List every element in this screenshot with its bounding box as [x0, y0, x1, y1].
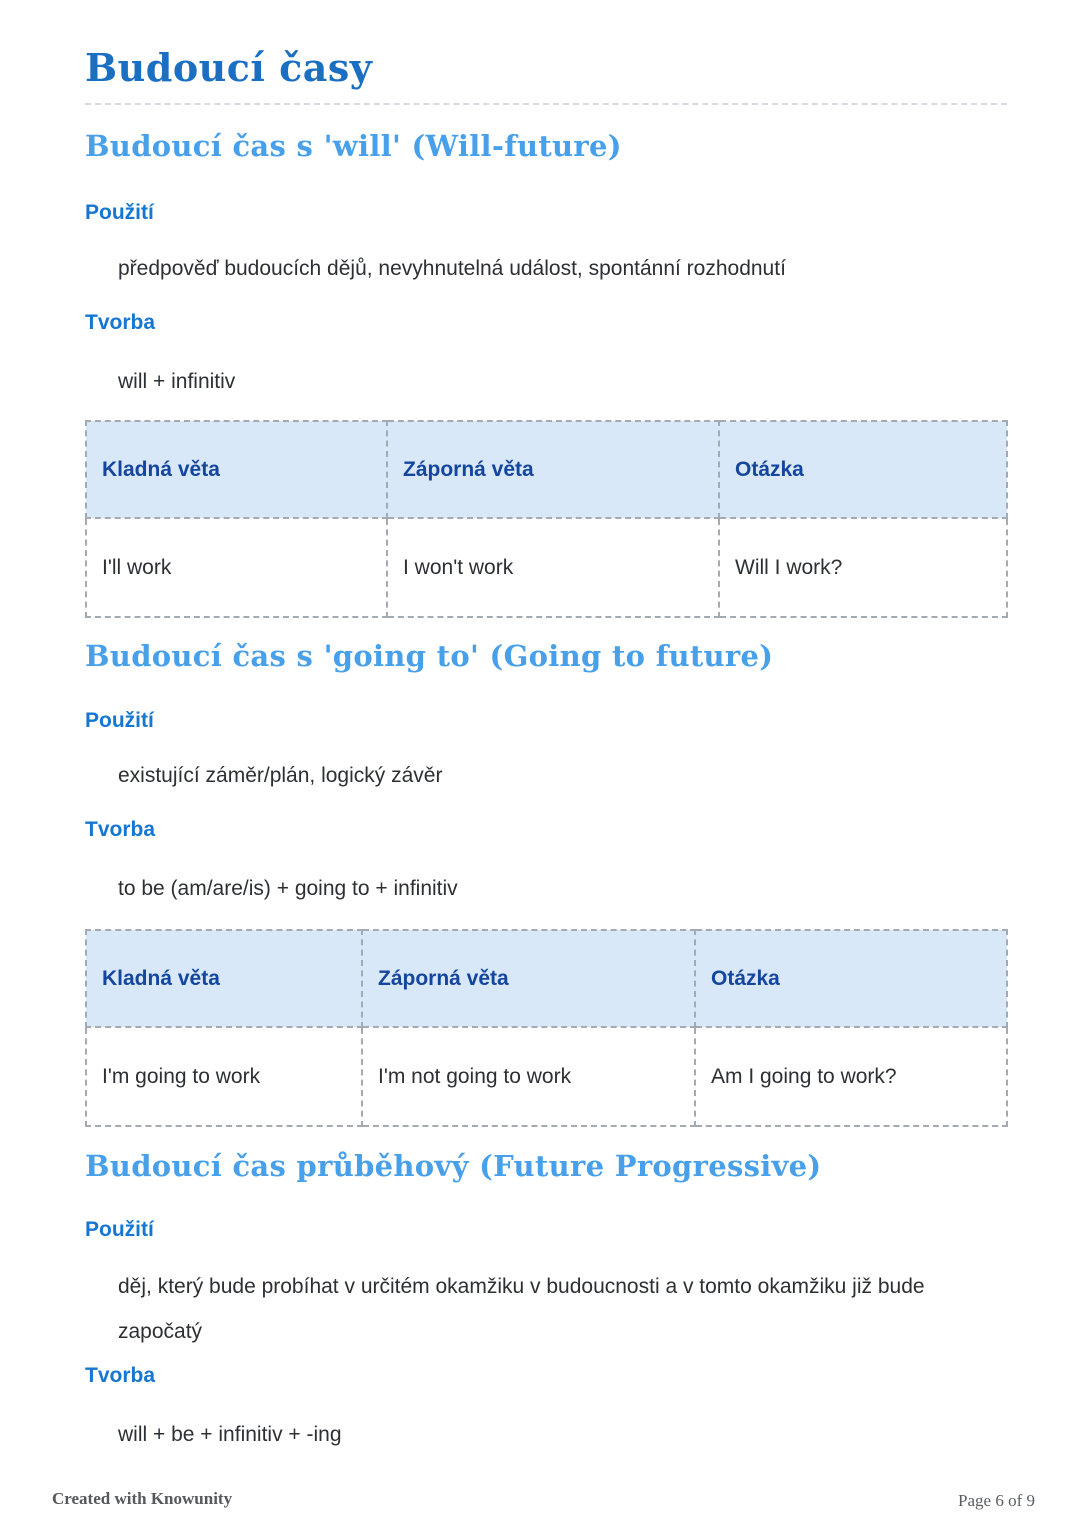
column-header: Kladná věta	[86, 930, 362, 1027]
column-header: Záporná věta	[362, 930, 695, 1027]
form-text: will + infinitiv	[118, 370, 236, 393]
section-heading-going-to-future: Budoucí čas s 'going to' (Going to future)	[85, 639, 774, 673]
usage-text-line: započatý	[118, 1320, 203, 1343]
form-label: Tvorba	[85, 818, 156, 841]
table-cell: I won't work	[387, 518, 719, 617]
table-row	[86, 1027, 1007, 1126]
table-cell: I'll work	[86, 518, 387, 617]
form-label: Tvorba	[85, 311, 156, 334]
footer-page-number: Page 6 of 9	[958, 1491, 1035, 1510]
footer-branding: Created with Knowunity	[52, 1489, 233, 1508]
will-future-table	[85, 420, 1008, 618]
usage-label: Použití	[85, 709, 154, 732]
column-header: Záporná věta	[387, 421, 719, 518]
table-cell: I'm going to work	[86, 1027, 362, 1126]
usage-label: Použití	[85, 1218, 154, 1241]
section-heading-will-future: Budoucí čas s 'will' (Will-future)	[85, 129, 622, 163]
column-header: Kladná věta	[86, 421, 387, 518]
going-to-future-table	[85, 929, 1008, 1127]
column-header: Otázka	[695, 930, 1007, 1027]
form-text: will + be + infinitiv + -ing	[118, 1423, 342, 1446]
table-cell: Will I work?	[719, 518, 1007, 617]
form-text: to be (am/are/is) + going to + infinitiv	[118, 877, 458, 900]
title-divider	[85, 103, 1007, 105]
usage-text-line: děj, který bude probíhat v určitém okamžiku v budoucnosti a v tomto okamžiku již bude	[118, 1275, 925, 1298]
table-header-row	[86, 930, 1007, 1027]
usage-text: předpověď budoucích dějů, nevyhnutelná událost, spontánní rozhodnutí	[118, 257, 786, 280]
usage-label: Použití	[85, 201, 154, 224]
table-header-row	[86, 421, 1007, 518]
usage-text: existující záměr/plán, logický závěr	[118, 764, 443, 787]
table-cell: I'm not going to work	[362, 1027, 695, 1126]
table-row	[86, 518, 1007, 617]
form-label: Tvorba	[85, 1364, 156, 1387]
table-cell: Am I going to work?	[695, 1027, 1007, 1126]
column-header: Otázka	[719, 421, 1007, 518]
page-title: Budoucí časy	[85, 45, 373, 90]
section-heading-future-progressive: Budoucí čas průběhový (Future Progressive)	[85, 1149, 822, 1183]
